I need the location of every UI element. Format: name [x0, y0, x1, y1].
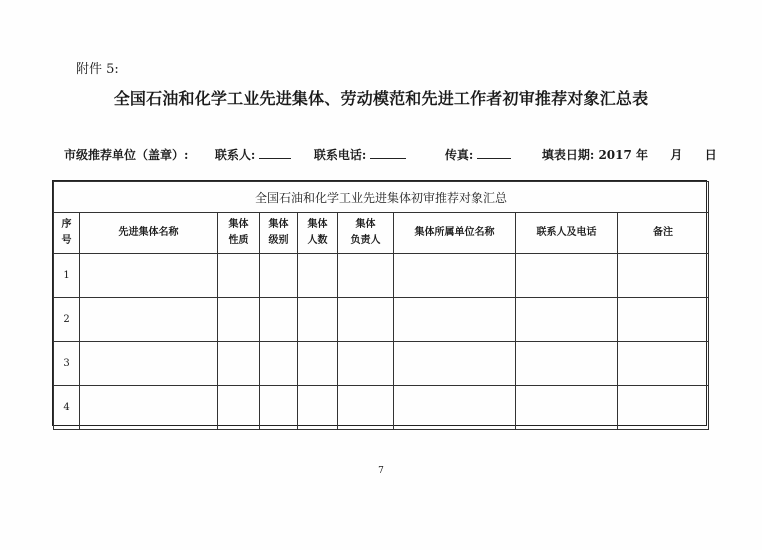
cell-contact-phone[interactable] — [516, 298, 618, 342]
cell-affiliated-unit[interactable] — [394, 386, 516, 430]
header-seq: 序 号 — [54, 213, 80, 254]
table-row — [54, 342, 709, 386]
cell-nature[interactable] — [218, 386, 260, 430]
date-label: 填表日期: — [541, 148, 595, 162]
header-collective-name: 先进集体名称 — [80, 213, 218, 254]
fax-label: 传真: — [444, 148, 474, 162]
cell-level[interactable] — [260, 254, 298, 298]
cell-remarks[interactable] — [618, 386, 709, 430]
cell-affiliated-unit[interactable] — [394, 254, 516, 298]
row-number: 2 — [54, 298, 80, 342]
cell-leader[interactable] — [338, 254, 394, 298]
unit-label: 市级推荐单位（盖章）: — [64, 148, 189, 162]
cell-level[interactable] — [260, 298, 298, 342]
cell-nature[interactable] — [218, 298, 260, 342]
cell-level[interactable] — [260, 342, 298, 386]
cell-affiliated-unit[interactable] — [394, 298, 516, 342]
phone-label: 联系电话: — [313, 148, 367, 162]
contact-label: 联系人: — [214, 148, 256, 162]
table-caption: 全国石油和化学工业先进集体初审推荐对象汇总 — [54, 182, 709, 213]
cell-collective-name[interactable] — [80, 386, 218, 430]
table-header-row — [54, 213, 709, 254]
contact-blank[interactable] — [259, 148, 291, 159]
cell-leader[interactable] — [338, 386, 394, 430]
cell-level[interactable] — [260, 386, 298, 430]
cell-headcount[interactable] — [298, 342, 338, 386]
fax-blank[interactable] — [477, 148, 511, 159]
summary-table — [52, 180, 707, 426]
cell-contact-phone[interactable] — [516, 342, 618, 386]
cell-collective-name[interactable] — [80, 254, 218, 298]
cell-remarks[interactable] — [618, 298, 709, 342]
date-year: 2017 年 — [598, 148, 649, 162]
cell-headcount[interactable] — [298, 386, 338, 430]
date-day: 日 — [704, 148, 717, 162]
header-remarks: 备注 — [618, 213, 709, 254]
header-headcount: 集体 人数 — [298, 213, 338, 254]
header-affiliated-unit: 集体所属单位名称 — [394, 213, 516, 254]
table-row — [54, 386, 709, 430]
header-nature: 集体 性质 — [218, 213, 260, 254]
cell-headcount[interactable] — [298, 254, 338, 298]
header-leader: 集体 负责人 — [338, 213, 394, 254]
cell-leader[interactable] — [338, 342, 394, 386]
row-number: 1 — [54, 254, 80, 298]
table-row — [54, 254, 709, 298]
cell-leader[interactable] — [338, 298, 394, 342]
cell-collective-name[interactable] — [80, 298, 218, 342]
document-title: 全国石油和化学工业先进集体、劳动模范和先进工作者初审推荐对象汇总表 — [113, 89, 649, 108]
header-contact-phone: 联系人及电话 — [516, 213, 618, 254]
table-row — [54, 298, 709, 342]
header-level: 集体 级别 — [260, 213, 298, 254]
cell-nature[interactable] — [218, 254, 260, 298]
cell-affiliated-unit[interactable] — [394, 342, 516, 386]
form-info-line — [64, 146, 717, 163]
cell-nature[interactable] — [218, 342, 260, 386]
cell-remarks[interactable] — [618, 342, 709, 386]
date-month: 月 — [670, 148, 683, 162]
row-number: 4 — [54, 386, 80, 430]
row-number: 3 — [54, 342, 80, 386]
page-number: 7 — [378, 466, 384, 476]
cell-contact-phone[interactable] — [516, 254, 618, 298]
attachment-label: 附件 5: — [76, 62, 119, 77]
cell-remarks[interactable] — [618, 254, 709, 298]
cell-contact-phone[interactable] — [516, 386, 618, 430]
cell-headcount[interactable] — [298, 298, 338, 342]
phone-blank[interactable] — [370, 148, 406, 159]
cell-collective-name[interactable] — [80, 342, 218, 386]
